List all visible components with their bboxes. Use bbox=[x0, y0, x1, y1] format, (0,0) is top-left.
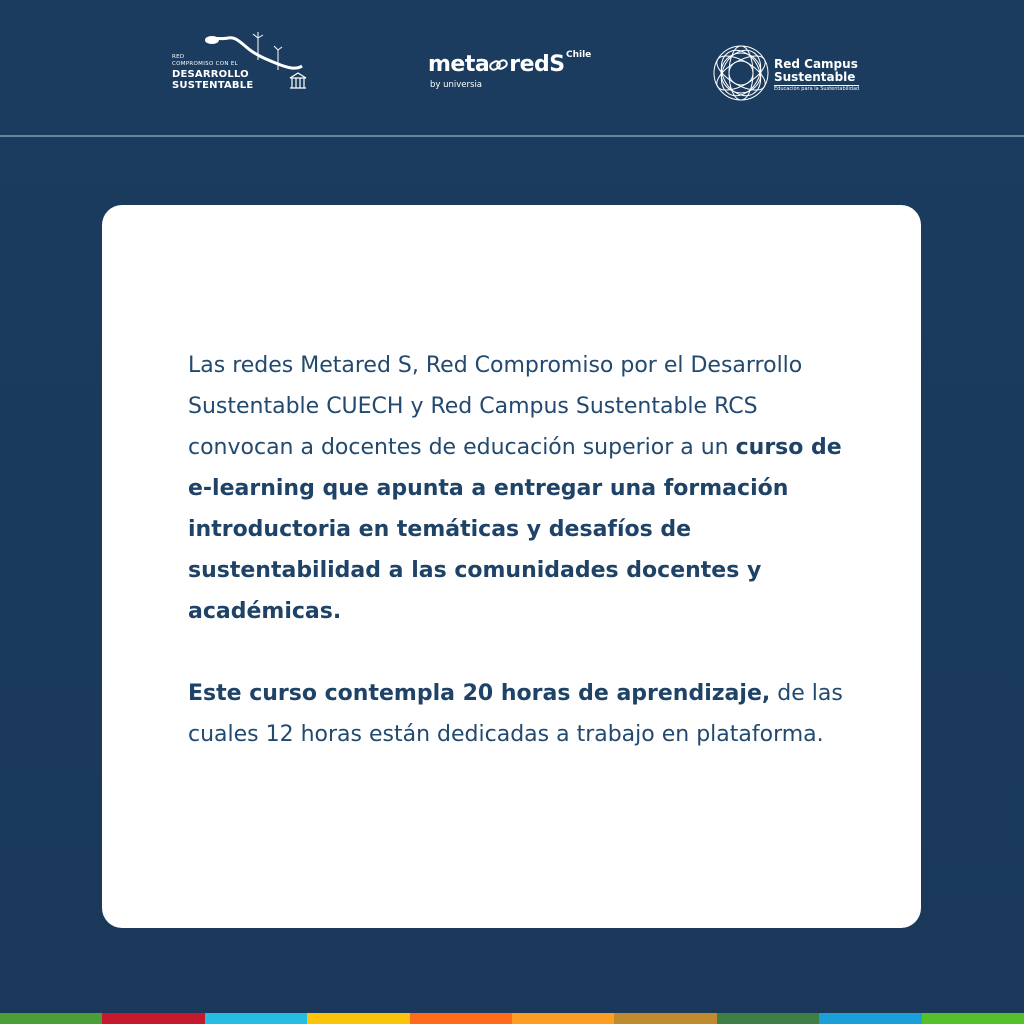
metareds-meta: meta bbox=[428, 52, 490, 77]
stripe-segment bbox=[922, 1013, 1024, 1024]
red-campus-logo[interactable] bbox=[710, 42, 870, 104]
header bbox=[0, 0, 1024, 136]
stripe-segment bbox=[102, 1013, 204, 1024]
stripe-segment bbox=[410, 1013, 512, 1024]
p2-bold-text: Este curso contempla 20 horas de aprendizaje, bbox=[188, 681, 771, 706]
stripe-segment bbox=[205, 1013, 307, 1024]
metareds-logo[interactable] bbox=[428, 50, 608, 100]
header-divider bbox=[0, 135, 1024, 137]
stripe-segment bbox=[307, 1013, 409, 1024]
metareds-byline: by universia bbox=[430, 80, 483, 90]
metareds-country: Chile bbox=[566, 50, 592, 60]
paragraph-1 bbox=[188, 345, 858, 632]
content-card bbox=[102, 205, 921, 928]
stripe-segment bbox=[614, 1013, 716, 1024]
logo1-line2: COMPROMISO CON EL bbox=[172, 61, 238, 67]
red-campus-line2: Sustentable bbox=[774, 70, 856, 84]
p1-bold-text: curso de e-learning que apunta a entregar una formación introductoria en temáticas y desafíos de sustentabilidad a las comunidades docentes y académicas. bbox=[188, 435, 842, 624]
p2-regular-text: de las cuales 12 horas están dedicadas a trabajo en plataforma. bbox=[188, 681, 843, 747]
stripe-segment bbox=[717, 1013, 819, 1024]
stripe-segment bbox=[512, 1013, 614, 1024]
globe-mesh-icon bbox=[710, 42, 772, 104]
p1-regular-text: Las redes Metared S, Red Compromiso por el Desarrollo Sustentable CUECH y Red Campus Sustentable RCS convocan a docentes de educación superior a un bbox=[188, 353, 803, 460]
sdg-color-stripe bbox=[0, 1013, 1024, 1024]
red-campus-tagline: Educación para la Sustentabilidad bbox=[774, 86, 860, 92]
logo1-line1: RED bbox=[172, 54, 185, 60]
logo1-line3: DESARROLLO bbox=[172, 69, 249, 80]
paragraph-2 bbox=[188, 673, 858, 755]
metareds-wordmark bbox=[428, 54, 565, 76]
chain-link-icon bbox=[489, 58, 509, 72]
logo1-line4: SUSTENTABLE bbox=[172, 80, 254, 91]
red-compromiso-logo[interactable] bbox=[170, 30, 305, 100]
stripe-segment bbox=[0, 1013, 102, 1024]
metareds-red: redS bbox=[509, 52, 565, 77]
stripe-segment bbox=[819, 1013, 921, 1024]
card-text bbox=[188, 345, 858, 755]
red-campus-line1: Red Campus bbox=[774, 57, 858, 71]
